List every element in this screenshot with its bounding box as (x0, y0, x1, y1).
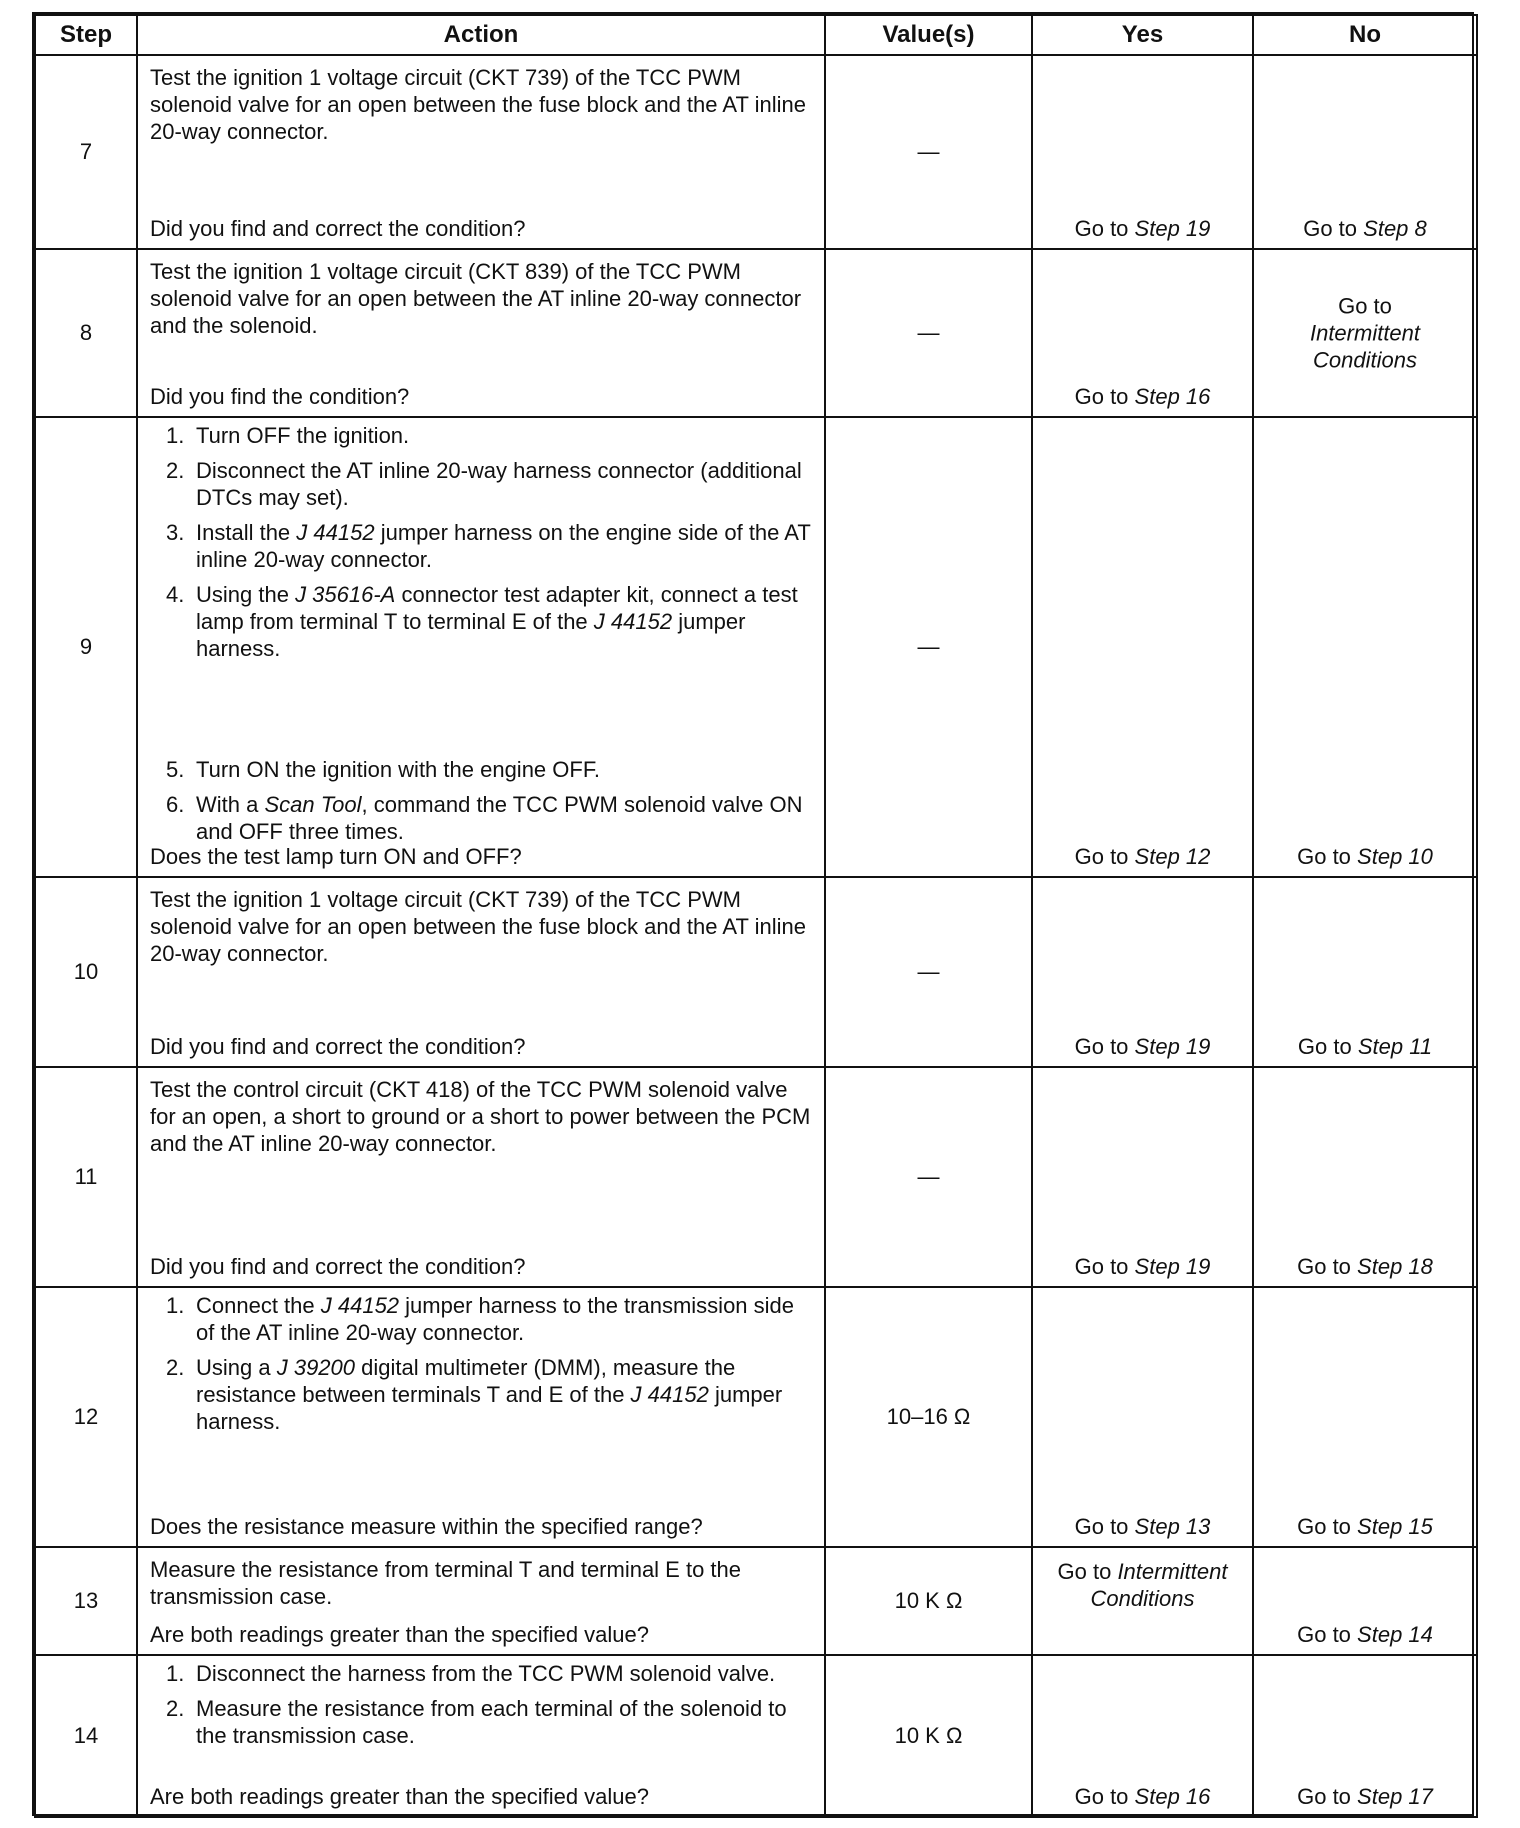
yes-cell (1032, 249, 1253, 417)
action-steps (138, 1656, 824, 1749)
action-text: Measure the resistance from terminal T and terminal E to the transmission case. (150, 1557, 742, 1609)
go-to-target: Step 16 (1134, 384, 1211, 409)
tool-name: J 44152 (593, 609, 673, 634)
yes-cell (1032, 1067, 1253, 1287)
diagnostic-table (34, 14, 1478, 1818)
table-row-step-9 (35, 417, 1477, 877)
go-to-label: Go to (1074, 844, 1129, 869)
go-to-label: Go to (1297, 1784, 1351, 1809)
table-row-step-11 (35, 1067, 1477, 1287)
no-link (1254, 216, 1476, 242)
step-number: 14 (35, 1655, 137, 1817)
list-item: 2. Measure the resistance from each terminal of the solenoid to the transmission case. (166, 1696, 787, 1748)
yes-cell (1032, 1655, 1253, 1817)
action-steps (138, 1288, 824, 1435)
action-cell (137, 877, 825, 1067)
go-to-target: Step 18 (1357, 1254, 1433, 1279)
step-number: 10 (35, 877, 137, 1067)
go-to-label: Go to (1303, 216, 1358, 241)
spacer (166, 670, 816, 748)
no-cell (1253, 1067, 1477, 1287)
tool-name: J 44152 (630, 1382, 709, 1407)
step-number: 11 (35, 1067, 137, 1287)
table-row-step-14 (35, 1655, 1477, 1817)
tool-name: J 35616-A (295, 582, 396, 607)
list-item: 2. Using a J 39200 digital multimeter (DMM), measure the resistance between terminals T and E of the J 44152 jumper harness. (166, 1355, 783, 1434)
action-question: Did you find and correct the condition? (150, 1034, 526, 1059)
go-to-label: Go to (1297, 1622, 1351, 1647)
yes-link (1033, 1784, 1252, 1810)
action-cell (137, 1287, 825, 1547)
no-cell (1253, 1655, 1477, 1817)
diagnostic-table-page (32, 12, 1474, 1816)
action-text: Test the ignition 1 voltage circuit (CKT 739) of the TCC PWM solenoid valve for an open between the fuse block and the AT inline 20-way connector. (150, 887, 806, 966)
step-number: 9 (35, 417, 137, 877)
yes-link (1033, 1514, 1252, 1540)
no-cell (1253, 249, 1477, 417)
list-item: 1. Disconnect the harness from the TCC PWM solenoid valve. (166, 1661, 776, 1686)
tool-name: Scan Tool (264, 792, 362, 817)
action-cell (137, 249, 825, 417)
go-to-target: Step 19 (1134, 216, 1211, 241)
yes-link (1033, 1254, 1252, 1280)
no-cell (1253, 877, 1477, 1067)
go-to-label: Go to (1297, 1034, 1352, 1059)
value-cell: 10 K Ω (825, 1547, 1032, 1655)
list-item: 1. Connect the J 44152 jumper harness to the transmission side of the AT inline 20-way connector. (166, 1293, 795, 1345)
action-question: Does the test lamp turn ON and OFF? (150, 844, 522, 869)
go-to-label: Go to (1297, 1254, 1351, 1279)
header-no: No (1253, 15, 1477, 55)
step-number: 12 (35, 1287, 137, 1547)
go-to-target: Step 14 (1357, 1622, 1433, 1647)
action-text: Test the ignition 1 voltage circuit (CKT 839) of the TCC PWM solenoid valve for an open between the AT inline 20-way connector and the solenoid. (150, 259, 802, 338)
action-text: Test the control circuit (CKT 418) of the TCC PWM solenoid valve for an open, a short to ground or a short to power between the PCM and the AT inline 20-way connector. (150, 1077, 811, 1156)
yes-link (1033, 384, 1252, 410)
go-to-label: Go to (1074, 1784, 1129, 1809)
action-cell (137, 1547, 825, 1655)
table-row-step-13 (35, 1547, 1477, 1655)
no-link (1254, 1622, 1476, 1648)
go-to-target: Step 15 (1357, 1514, 1433, 1539)
tool-name: J 44152 (296, 520, 375, 545)
go-to-target: Step 12 (1134, 844, 1211, 869)
action-steps (138, 418, 824, 845)
go-to-label: Go to (1297, 1514, 1351, 1539)
header-step: Step (35, 15, 137, 55)
action-question: Does the resistance measure within the specified range? (150, 1514, 703, 1539)
list-item: 3. Install the J 44152 jumper harness on the engine side of the AT inline 20-way connector. (166, 520, 811, 572)
step-number: 13 (35, 1547, 137, 1655)
table-row-step-10 (35, 877, 1477, 1067)
list-item: 6. With a Scan Tool, command the TCC PWM solenoid valve ON and OFF three times. (166, 792, 803, 844)
header-yes: Yes (1032, 15, 1253, 55)
header-action: Action (137, 15, 825, 55)
list-item: 4. Using the J 35616-A connector test adapter kit, connect a test lamp from terminal T to terminal E of the J 44152 jumper harness. (166, 582, 798, 661)
go-to-target: Step 10 (1357, 844, 1433, 869)
step-number: 8 (35, 249, 137, 417)
value-cell: 10–16 Ω (825, 1287, 1032, 1547)
go-to-target: Step 11 (1357, 1034, 1433, 1059)
go-to-label: Go to (1338, 293, 1392, 319)
go-to-label: Go to (1074, 1254, 1129, 1279)
action-question: Did you find and correct the condition? (150, 1254, 526, 1279)
value-cell: 10 K Ω (825, 1655, 1032, 1817)
no-link (1254, 1784, 1476, 1810)
tool-name: J 44152 (320, 1293, 400, 1318)
table-row-step-8 (35, 249, 1477, 417)
go-to-label: Go to (1074, 1034, 1129, 1059)
value-cell: — (825, 55, 1032, 249)
yes-cell (1032, 417, 1253, 877)
value-cell: — (825, 249, 1032, 417)
yes-cell (1032, 1547, 1253, 1655)
go-to-target: Step 19 (1134, 1254, 1211, 1279)
yes-cell (1032, 877, 1253, 1067)
no-link (1254, 1514, 1476, 1540)
step-number: 7 (35, 55, 137, 249)
table-row-step-12 (35, 1287, 1477, 1547)
go-to-label: Go to (1074, 1514, 1129, 1539)
go-to-label: Go to (1074, 216, 1129, 241)
go-to-target: Intermittent (1309, 320, 1421, 346)
no-cell (1253, 55, 1477, 249)
no-cell (1253, 1547, 1477, 1655)
go-to-target: Conditions (1090, 1586, 1195, 1611)
action-text: Test the ignition 1 voltage circuit (CKT 739) of the TCC PWM solenoid valve for an open between the fuse block and the AT inline 20-way connector. (150, 65, 806, 144)
table-row-step-7 (35, 55, 1477, 249)
action-cell (137, 1067, 825, 1287)
tool-name: J 39200 (276, 1355, 356, 1380)
go-to-target: Step 17 (1357, 1784, 1433, 1809)
action-question: Are both readings greater than the specified value? (150, 1784, 649, 1809)
yes-cell (1032, 55, 1253, 249)
yes-link (1033, 1034, 1252, 1060)
no-cell (1253, 1287, 1477, 1547)
list-item: 5. Turn ON the ignition with the engine OFF. (166, 757, 600, 782)
go-to-target: Step 13 (1134, 1514, 1211, 1539)
go-to-target: Conditions (1313, 347, 1417, 373)
go-to-target: Step 8 (1363, 216, 1427, 241)
yes-link (1033, 216, 1252, 242)
yes-link (1033, 1558, 1252, 1612)
action-cell (137, 55, 825, 249)
header-row (35, 15, 1477, 55)
yes-link (1033, 844, 1252, 870)
value-cell: — (825, 877, 1032, 1067)
yes-cell (1032, 1287, 1253, 1547)
go-to-label: Go to (1074, 384, 1129, 409)
value-cell: — (825, 417, 1032, 877)
no-cell (1253, 417, 1477, 877)
no-link (1254, 1254, 1476, 1280)
go-to-label: Go to (1297, 844, 1351, 869)
go-to-target: Step 16 (1134, 1784, 1211, 1809)
action-cell (137, 417, 825, 877)
action-cell (137, 1655, 825, 1817)
header-values: Value(s) (825, 15, 1032, 55)
go-to-target: Intermittent (1117, 1559, 1228, 1584)
no-link (1254, 1034, 1476, 1060)
go-to-target: Step 19 (1134, 1034, 1211, 1059)
list-item: 1. Turn OFF the ignition. (166, 423, 410, 448)
action-question: Did you find the condition? (150, 384, 410, 409)
no-link (1254, 844, 1476, 870)
action-question: Are both readings greater than the specified value? (150, 1622, 649, 1647)
action-question: Did you find and correct the condition? (150, 216, 526, 241)
list-item: 2. Disconnect the AT inline 20-way harness connector (additional DTCs may set). (166, 458, 802, 510)
no-link (1254, 293, 1476, 374)
value-cell: — (825, 1067, 1032, 1287)
go-to-label: Go to (1057, 1559, 1112, 1584)
